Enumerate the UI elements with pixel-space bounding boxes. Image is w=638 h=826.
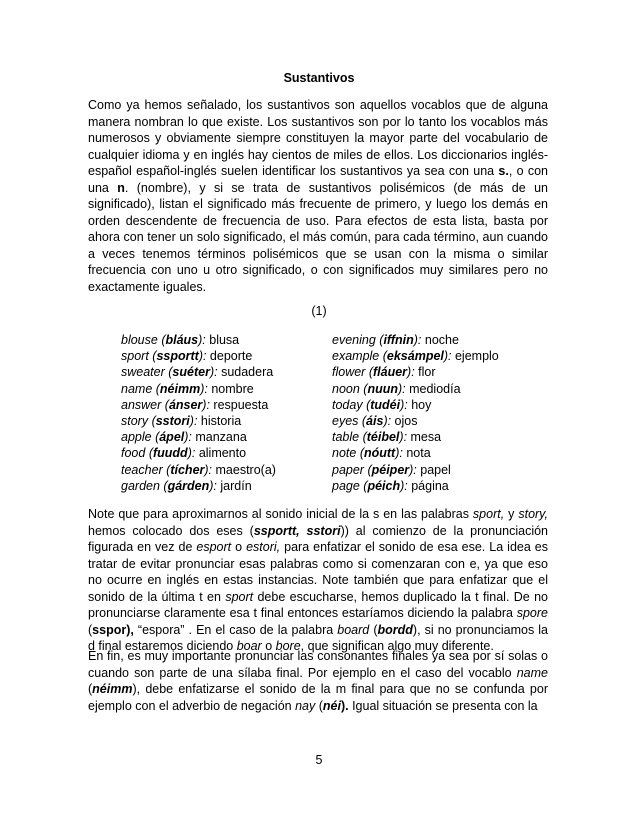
text-run: “espora” . En el caso de la palabra bbox=[133, 622, 338, 637]
vocab-meaning: papel bbox=[420, 462, 451, 477]
vocab-meaning: página bbox=[411, 478, 449, 493]
vocab-pronunciation: nuun bbox=[367, 381, 398, 396]
vocab-meaning: respuesta bbox=[213, 397, 269, 412]
text-run: y bbox=[504, 507, 519, 521]
close-paren: ): bbox=[383, 414, 395, 429]
vocab-word: table bbox=[332, 430, 360, 445]
vocab-word: name bbox=[121, 381, 153, 396]
vocab-word: noon bbox=[332, 381, 360, 396]
vocab-pronunciation: ánser bbox=[168, 397, 203, 412]
text-run: ( bbox=[315, 698, 323, 713]
vocab-meaning: nombre bbox=[211, 381, 254, 396]
vocab-word: paper bbox=[332, 462, 364, 477]
text-run: sport bbox=[225, 589, 254, 604]
open-paren: ( bbox=[379, 349, 387, 364]
open-paren: ( bbox=[359, 430, 367, 445]
vocab-pronunciation: téibel bbox=[366, 430, 400, 445]
vocab-entry bbox=[332, 413, 499, 429]
vocab-entry bbox=[121, 413, 276, 429]
close-paren: ): bbox=[184, 430, 196, 445]
text-run: Igual situación se presenta con la bbox=[352, 698, 538, 713]
paragraph-intro bbox=[88, 97, 548, 295]
text-run: Note que para aproximarnos al sonido inicial de la s en las palabras bbox=[88, 507, 473, 521]
vocab-list-right bbox=[332, 332, 499, 494]
vocab-meaning: manzana bbox=[195, 430, 247, 445]
text-run: néimm bbox=[92, 682, 133, 696]
text-run: ssportt, sstori bbox=[253, 523, 341, 538]
vocab-meaning: mesa bbox=[410, 430, 442, 445]
vocab-entry bbox=[332, 397, 499, 413]
paragraph-note bbox=[88, 506, 548, 655]
vocab-meaning: deporte bbox=[209, 349, 253, 364]
close-paren: ): bbox=[413, 333, 425, 347]
vocab-word: food bbox=[121, 446, 146, 461]
vocab-word: sport bbox=[121, 349, 149, 364]
vocab-meaning: ejemplo bbox=[454, 349, 499, 364]
vocab-pronunciation: fuudd bbox=[152, 446, 188, 461]
close-paren: ): bbox=[398, 381, 410, 396]
page-title: Sustantivos bbox=[283, 71, 355, 85]
open-paren: ( bbox=[148, 414, 156, 429]
vocab-pronunciation: péich bbox=[367, 478, 401, 493]
text-run: bordd bbox=[377, 622, 413, 637]
vocab-word: teacher bbox=[121, 462, 163, 477]
vocab-entry bbox=[332, 429, 499, 445]
open-paren: ( bbox=[356, 446, 364, 461]
vocab-meaning: alimento bbox=[198, 446, 247, 461]
vocab-meaning: noche bbox=[424, 333, 459, 347]
text-run: story, bbox=[518, 507, 548, 521]
vocab-meaning: flor bbox=[418, 365, 436, 380]
close-paren: ): bbox=[200, 381, 212, 396]
vocab-word: answer bbox=[121, 397, 162, 412]
open-paren: ( bbox=[363, 462, 372, 477]
vocab-pronunciation: tudéi bbox=[370, 397, 401, 412]
vocab-entry bbox=[121, 478, 276, 494]
vocab-entry bbox=[332, 332, 499, 348]
vocab-entry bbox=[121, 364, 276, 380]
vocab-word: note bbox=[332, 446, 357, 461]
vocab-word: apple bbox=[121, 430, 152, 445]
vocab-word: blouse bbox=[121, 333, 158, 347]
vocab-entry bbox=[332, 445, 499, 461]
close-paren: ): bbox=[400, 397, 412, 412]
text-run: debe escucharse, hemos duplicado la t final. De no pronunciarse claramente esa t final entonces estaríamos diciendo la palabra bbox=[88, 589, 549, 620]
vocab-entry bbox=[332, 364, 499, 380]
text-run: n bbox=[117, 180, 125, 195]
vocab-pronunciation: bláus bbox=[165, 333, 199, 347]
text-run: estori, bbox=[246, 540, 281, 554]
close-paren: ): bbox=[399, 430, 411, 445]
vocab-entry bbox=[121, 462, 276, 478]
text-run: spore bbox=[516, 606, 548, 620]
vocab-word: page bbox=[332, 478, 360, 493]
text-run: , o con una bbox=[88, 164, 548, 195]
vocab-word: example bbox=[332, 349, 380, 364]
text-run: ( bbox=[88, 622, 93, 637]
open-paren: ( bbox=[161, 397, 169, 412]
vocab-word: today bbox=[332, 397, 363, 412]
text-run: En fin, es muy importante pronunciar las consonantes finales ya sea por sí solas o cuando son parte de una sílaba final. Por ejemplo en el caso del vocablo bbox=[88, 649, 548, 680]
text-run: para enfatizar el sonido de esa ese. La idea es tratar de evitar pronunciar esas palabras como si comenzaran con e, ya que eso no ocurre en inglés en estas instancias. Note también que para enfatizar que el sonido de la última t en bbox=[88, 540, 548, 604]
close-paren: ): bbox=[400, 478, 412, 493]
text-run: nay bbox=[295, 698, 316, 713]
vocab-entry bbox=[121, 332, 276, 348]
text-run: o bbox=[261, 639, 276, 653]
open-paren: ( bbox=[152, 381, 160, 396]
vocab-pronunciation: eksámpel bbox=[386, 349, 444, 364]
open-paren: ( bbox=[164, 365, 173, 380]
text-run: boar bbox=[236, 639, 262, 653]
vocab-entry bbox=[332, 348, 499, 364]
vocab-meaning: hoy bbox=[411, 397, 432, 412]
vocab-entry bbox=[121, 397, 276, 413]
close-paren: ): bbox=[187, 446, 199, 461]
open-paren: ( bbox=[145, 446, 153, 461]
text-run: ( bbox=[88, 682, 93, 696]
vocab-word: flower bbox=[332, 365, 366, 380]
close-paren: ): bbox=[189, 414, 201, 429]
text-run: sport, bbox=[472, 507, 505, 521]
vocab-entry bbox=[121, 429, 276, 445]
text-run: sspor), bbox=[92, 622, 134, 637]
text-run: néi bbox=[322, 698, 341, 713]
vocab-pronunciation: suéter bbox=[172, 365, 210, 380]
text-run: esport bbox=[196, 540, 232, 554]
close-paren: ): bbox=[407, 365, 419, 380]
close-paren: ): bbox=[202, 397, 214, 412]
text-run: ( bbox=[369, 622, 378, 637]
open-paren: ( bbox=[359, 381, 368, 396]
vocab-word: sweater bbox=[121, 365, 165, 380]
vocab-meaning: historia bbox=[200, 414, 242, 429]
paragraph-final-consonants bbox=[88, 648, 548, 714]
text-run: ), si no pronunciamos la d final estaremos diciendo bbox=[88, 622, 548, 653]
open-paren: ( bbox=[359, 478, 368, 493]
text-run: ), debe enfatizarse el sonido de la m final para que no se confunda por ejemplo con el adverbio de negación bbox=[88, 682, 548, 713]
close-paren: ): bbox=[204, 462, 216, 477]
text-run: Como ya hemos señalado, los sustantivos son aquellos vocablos que de alguna manera nombran lo que existe. Los sustantivos son por lo tanto los vocablos más numerosos y obviamente siempre constituyen la mayor parte del vocabulario de cualquier idioma y en inglés hay cientos de miles de ellos. Los diccionarios inglés-español español-inglés suelen identificar los sustantivos ya sea con una bbox=[88, 98, 548, 178]
open-paren: ( bbox=[375, 333, 384, 347]
close-paren: ): bbox=[395, 446, 407, 461]
text-run: board bbox=[337, 622, 370, 637]
close-paren: ): bbox=[209, 478, 221, 493]
vocab-word: garden bbox=[121, 478, 160, 493]
vocab-meaning: jardín bbox=[220, 478, 252, 493]
text-run: bore bbox=[275, 639, 301, 653]
text-run: s. bbox=[498, 164, 509, 178]
vocab-meaning: ojos bbox=[394, 414, 418, 429]
open-paren: ( bbox=[148, 349, 157, 364]
open-paren: ( bbox=[159, 478, 168, 493]
vocab-entry bbox=[121, 445, 276, 461]
vocab-pronunciation: nóutt bbox=[363, 446, 396, 461]
close-paren: ): bbox=[198, 349, 210, 364]
vocab-word: story bbox=[121, 414, 149, 429]
vocab-pronunciation: néimm bbox=[159, 381, 201, 396]
vocab-pronunciation: ssportt bbox=[156, 349, 199, 364]
vocab-meaning: nota bbox=[406, 446, 431, 461]
vocab-pronunciation: gárden bbox=[167, 478, 210, 493]
text-run: hemos colocado dos eses ( bbox=[88, 523, 254, 538]
open-paren: ( bbox=[358, 414, 367, 429]
vocab-meaning: blusa bbox=[209, 333, 240, 347]
vocab-entry bbox=[121, 348, 276, 364]
open-paren: ( bbox=[362, 397, 371, 412]
vocab-meaning: mediodía bbox=[409, 381, 461, 396]
close-paren: ): bbox=[443, 349, 455, 364]
vocab-meaning: sudadera bbox=[221, 365, 274, 380]
vocab-word: eyes bbox=[332, 414, 359, 429]
vocab-meaning: maestro(a) bbox=[215, 462, 276, 477]
vocab-pronunciation: iffnin bbox=[383, 333, 414, 347]
vocab-list-left bbox=[121, 332, 276, 494]
vocab-pronunciation: áis bbox=[366, 414, 384, 429]
vocab-pronunciation: fláuer bbox=[372, 365, 408, 380]
text-run: , que significan algo muy diferente. bbox=[300, 639, 494, 653]
text-run: )) al comienzo de la pronunciación figurada en vez de bbox=[88, 523, 548, 554]
close-paren: ): bbox=[198, 333, 210, 347]
vocab-entry bbox=[332, 462, 499, 478]
vocab-entry bbox=[332, 478, 499, 494]
open-paren: ( bbox=[157, 333, 166, 347]
figure-label: (1) bbox=[311, 304, 327, 318]
vocab-word: evening bbox=[332, 333, 376, 347]
vocab-pronunciation: sstori bbox=[155, 414, 190, 429]
vocab-pronunciation: péiper bbox=[371, 462, 410, 477]
page-number: 5 bbox=[315, 753, 323, 767]
text-run: . (nombre), y si se trata de sustantivos polisémicos (de más de un significado), listan el significado más frecuente de primero, y luego los demás en orden descendente de frecuencia de uso. Para efectos de esta lista, basta por ahora con tener un solo significado, el más común, para cada término, aun cuando a veces tenemos términos polisémicos que se usan con la misma o similar frecuencia con uno u otro significado, o con significados muy similares pero no exactamente iguales. bbox=[88, 180, 548, 294]
open-paren: ( bbox=[151, 430, 160, 445]
text-run: o bbox=[231, 540, 247, 554]
vocab-entry bbox=[121, 381, 276, 397]
text-run: name bbox=[516, 665, 548, 680]
vocab-pronunciation: tícher bbox=[170, 462, 205, 477]
vocab-entry bbox=[332, 381, 499, 397]
text-run: ). bbox=[340, 698, 353, 713]
vocab-pronunciation: ápel bbox=[159, 430, 185, 445]
close-paren: ): bbox=[209, 365, 222, 380]
open-paren: ( bbox=[162, 462, 171, 477]
open-paren: ( bbox=[365, 365, 373, 380]
close-paren: ): bbox=[409, 462, 421, 477]
